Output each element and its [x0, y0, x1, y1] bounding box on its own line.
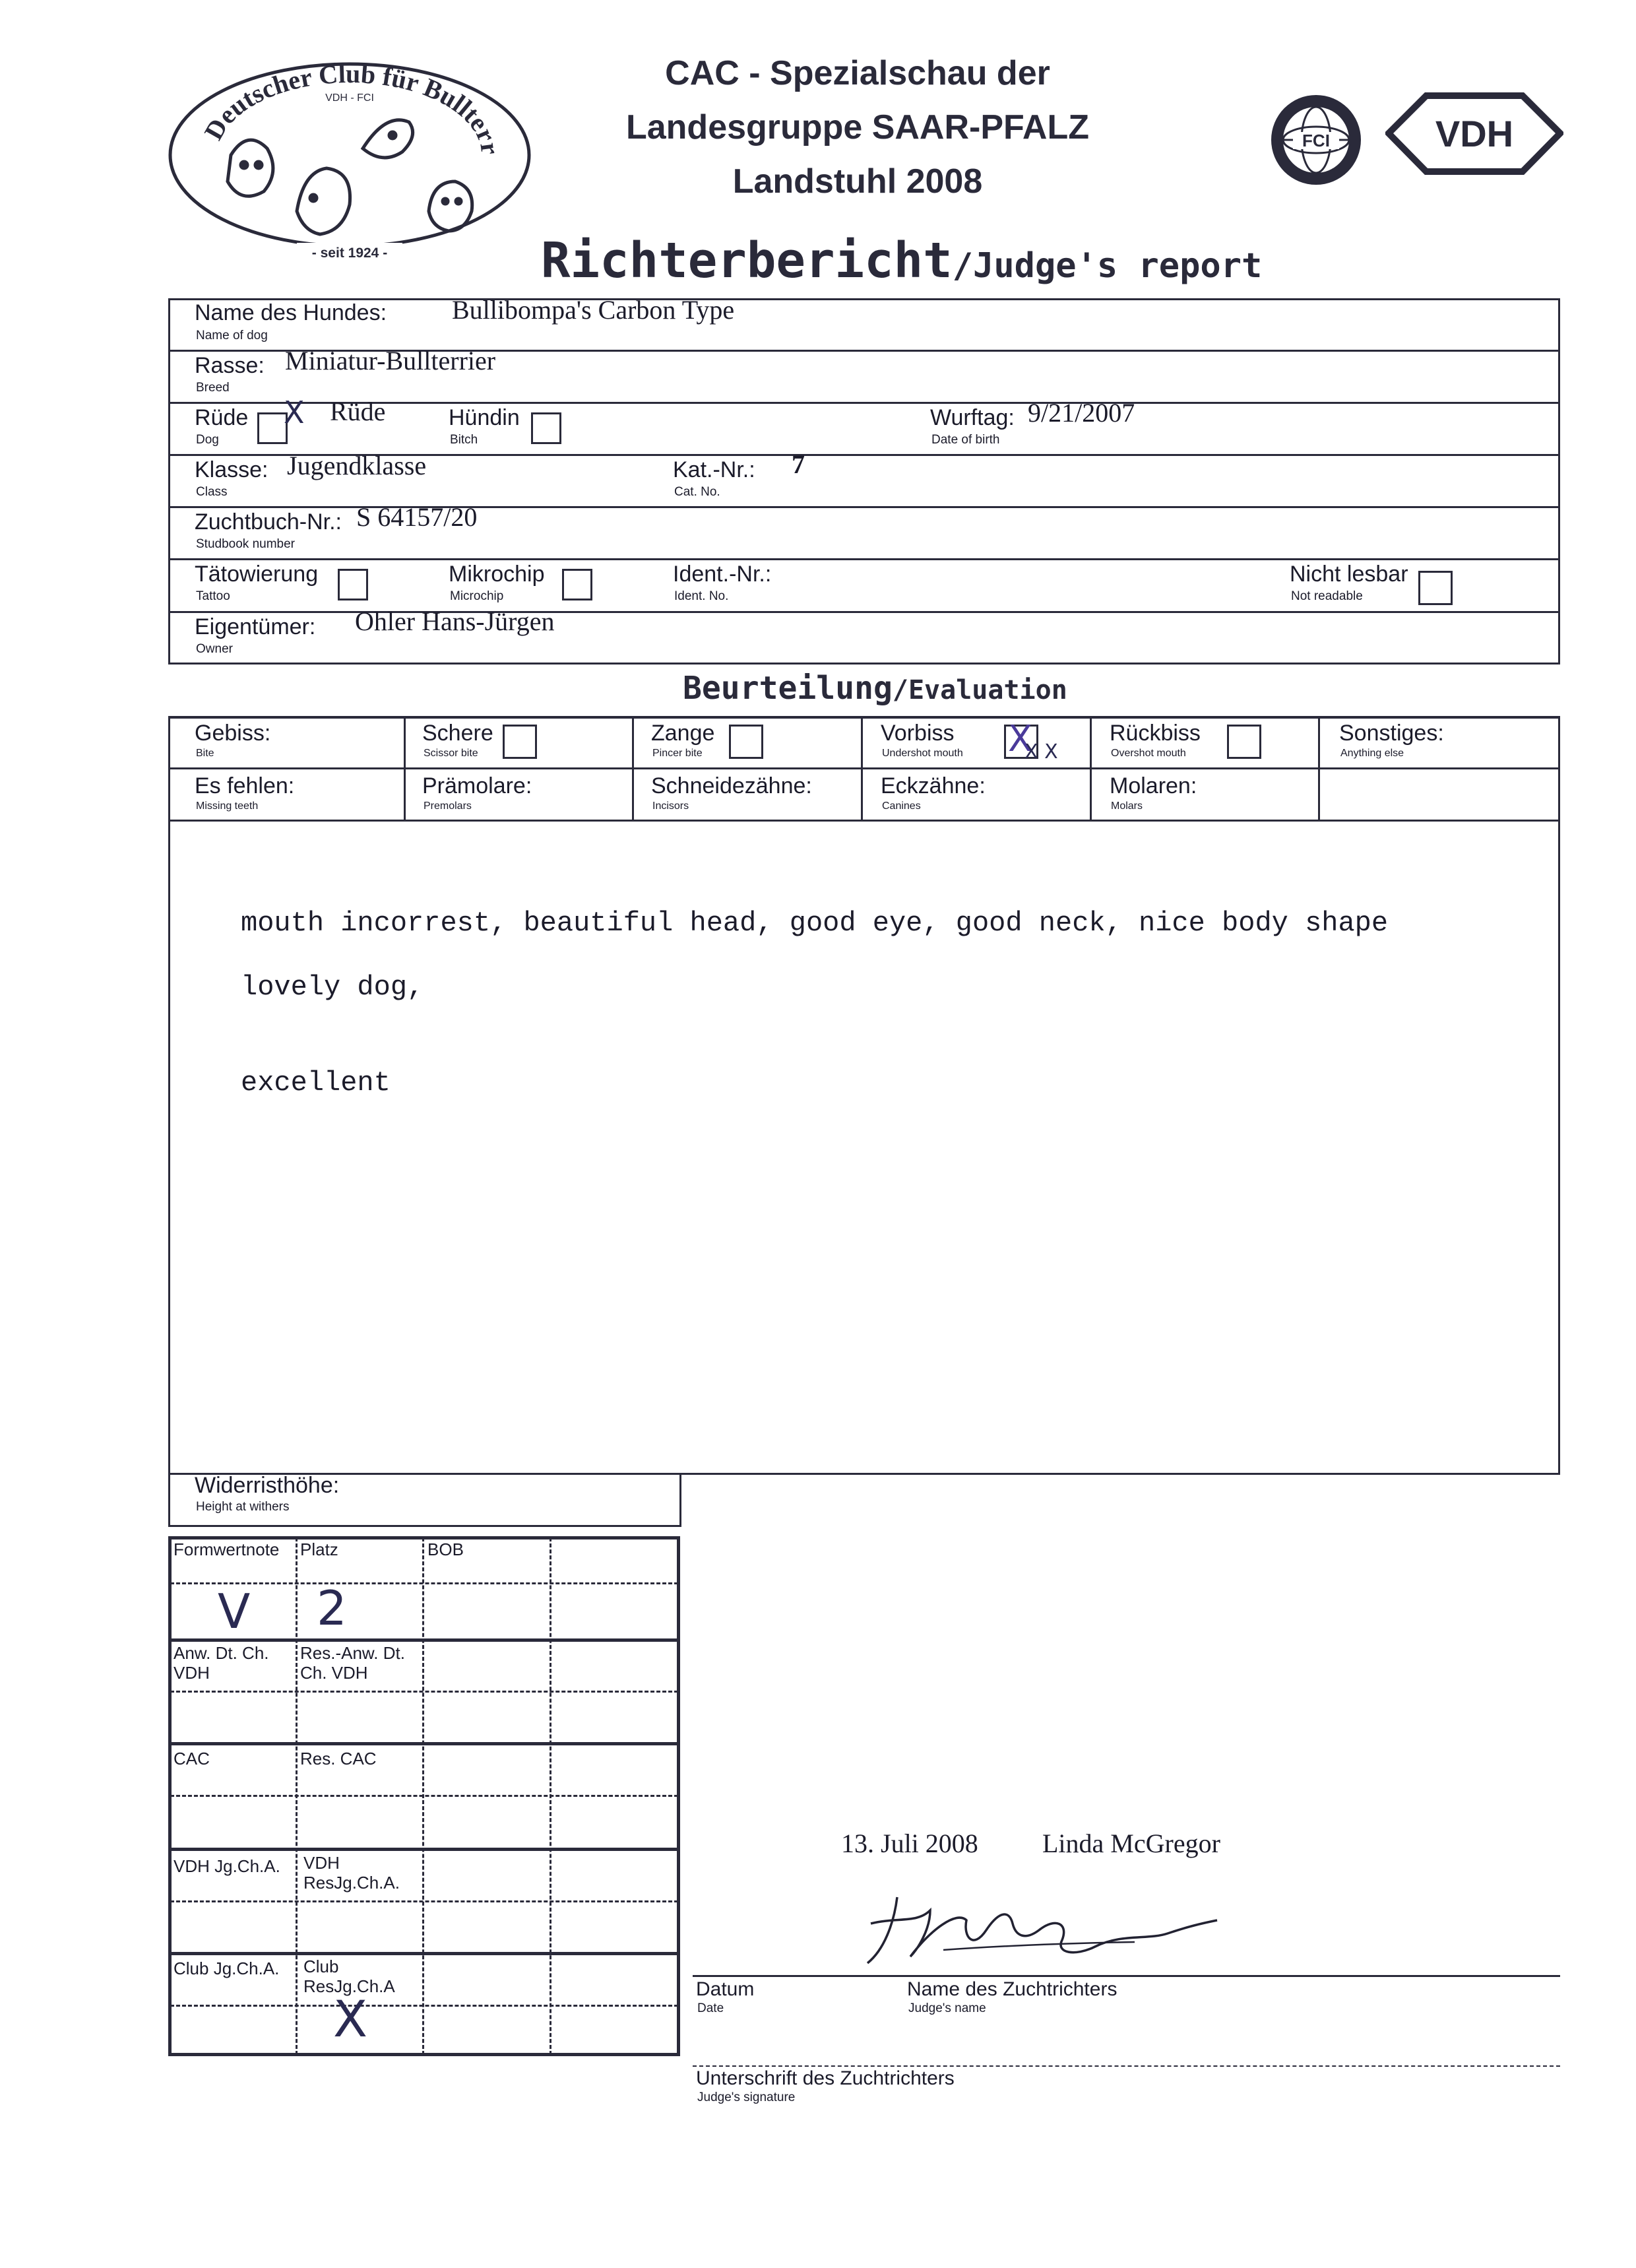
grade-value-place: 2 [317, 1580, 347, 1636]
judge-name-label: Name des Zuchtrichters [907, 1978, 1117, 2000]
show-title-line-3: Landstuhl 2008 [732, 162, 983, 201]
owner-label-en: Owner [196, 642, 233, 656]
class-label: Klasse: [195, 457, 268, 482]
show-title [594, 46, 1121, 209]
studbook-label-en: Studbook number [196, 537, 295, 551]
undershot-label: Vorbiss [881, 721, 955, 746]
date-label: Datum [696, 1978, 755, 2000]
canines-label: Eckzähne: [881, 773, 986, 798]
cat-no-label: Kat.-Nr.: [673, 457, 755, 482]
birth-value: 9/21/2007 [1028, 398, 1135, 428]
club-logo-arc-text: Deutscher Club für Bullterr [198, 58, 506, 156]
scissor-label-en: Scissor bite [424, 748, 478, 759]
canines-mark: X X [1024, 740, 1058, 763]
tattoo-label: Tätowierung [195, 562, 319, 587]
grade-label-res-cac: Res. CAC [300, 1749, 377, 1768]
grade-label-vdh-resjg: VDH ResJg.Ch.A. [303, 1853, 400, 1893]
canines-label-en: Canines [882, 800, 921, 812]
pincer-label-en: Pincer bite [652, 748, 703, 759]
molars-label: Molaren: [1110, 773, 1197, 798]
dog-name-label-en: Name of dog [196, 329, 268, 342]
grade-label-res-anw: Res.-Anw. Dt. Ch. VDH [300, 1643, 405, 1683]
signature-label-en: Judge's signature [697, 2090, 796, 2104]
not-readable-label: Nicht lesbar [1290, 562, 1408, 587]
club-logo-sub-text: VDH - FCI [325, 92, 374, 104]
bite-label: Gebiss: [195, 721, 271, 746]
grade-header-form: Formwertnote [173, 1539, 280, 1559]
fci-logo [1267, 92, 1366, 188]
ident-label: Ident.-Nr.: [673, 562, 772, 587]
incisors-label-en: Incisors [652, 800, 689, 812]
evaluation-heading [683, 670, 1067, 707]
evaluation-heading-en: /Evaluation [892, 675, 1067, 705]
signature-date-value: 13. Juli 2008 [841, 1829, 978, 1858]
dog-name-value: Bullibompa's Carbon Type [452, 295, 735, 325]
club-logo [165, 56, 534, 267]
fci-logo-text: FCI [1302, 131, 1330, 150]
withers-label-en: Height at withers [196, 1500, 290, 1514]
bite-label-en: Bite [196, 748, 214, 759]
grade-label-club-resjg: Club ResJg.Ch.A [303, 1957, 395, 1996]
grade-label-anw: Anw. Dt. Ch. VDH [173, 1643, 269, 1683]
male-checkbox-mark: X [284, 395, 305, 430]
grade-label-club-jg: Club Jg.Ch.A. [173, 1959, 280, 1978]
tattoo-label-en: Tattoo [196, 589, 230, 603]
male-value: Rüde [330, 397, 386, 426]
signature-judge-value: Linda McGregor [1042, 1829, 1220, 1858]
cat-no-value: 7 [792, 449, 805, 479]
overshot-checkbox[interactable] [1227, 725, 1261, 759]
evaluation-text-line-3: excellent [241, 1067, 391, 1099]
evaluation-text-line-1: mouth incorrest, beautiful head, good eye, good neck, nice body shape [241, 907, 1389, 939]
grade-value-form: V [218, 1584, 251, 1639]
breed-value: Miniatur-Bullterrier [285, 346, 496, 375]
microchip-checkbox[interactable] [562, 569, 592, 600]
birth-label-en: Date of birth [931, 433, 1000, 447]
incisors-label: Schneidezähne: [651, 773, 812, 798]
club-logo-since: - seit 1924 - [311, 245, 388, 261]
grade-header-place: Platz [300, 1539, 338, 1559]
overshot-label: Rückbiss [1110, 721, 1201, 746]
vdh-logo-text: VDH [1435, 113, 1514, 154]
female-checkbox[interactable] [531, 412, 561, 444]
microchip-label: Mikrochip [449, 562, 545, 587]
grade-header-bob: BOB [427, 1539, 464, 1559]
female-label-en: Bitch [450, 433, 478, 447]
class-value: Jugendklasse [287, 451, 427, 480]
report-title-en: /Judge's report [952, 246, 1263, 286]
evaluation-text-line-2: lovely dog, [241, 971, 424, 1003]
missing-teeth-label-en: Missing teeth [196, 800, 259, 812]
birth-label: Wurftag: [930, 405, 1015, 430]
not-readable-checkbox[interactable] [1418, 571, 1453, 605]
judge-name-label-en: Judge's name [908, 2001, 986, 2015]
studbook-value: S 64157/20 [356, 502, 478, 532]
grade-label-cac: CAC [173, 1749, 210, 1768]
date-label-en: Date [697, 2001, 724, 2015]
tattoo-checkbox[interactable] [338, 569, 368, 600]
male-label: Rüde [195, 405, 249, 430]
evaluation-heading-de: Beurteilung [683, 670, 893, 707]
overshot-label-en: Overshot mouth [1111, 748, 1186, 759]
breed-label-en: Breed [196, 381, 230, 395]
show-title-line-1: CAC - Spezialschau der [665, 54, 1050, 92]
microchip-label-en: Microchip [450, 589, 504, 603]
breed-label: Rasse: [195, 353, 265, 378]
studbook-label: Zuchtbuch-Nr.: [195, 509, 342, 535]
male-label-en: Dog [196, 433, 219, 447]
grade-label-vdh-jg: VDH Jg.Ch.A. [173, 1856, 280, 1876]
report-title [541, 232, 1262, 289]
undershot-label-en: Undershot mouth [882, 748, 963, 759]
signature-label: Unterschrift des Zuchtrichters [696, 2067, 955, 2089]
premolars-label-en: Premolars [424, 800, 472, 812]
judge-signature [858, 1884, 1227, 1970]
svg-text:Deutscher Club für Bullterrier [165, 56, 505, 156]
class-label-en: Class [196, 485, 228, 499]
scissor-checkbox[interactable] [503, 725, 537, 759]
scissor-label: Schere [422, 721, 493, 746]
cat-no-label-en: Cat. No. [674, 485, 720, 499]
anything-else-label: Sonstiges: [1339, 721, 1444, 746]
report-title-de: Richterbericht [541, 232, 953, 289]
dog-name-label: Name des Hundes: [195, 300, 387, 325]
ident-label-en: Ident. No. [674, 589, 729, 603]
pincer-label: Zange [651, 721, 715, 746]
pincer-checkbox[interactable] [729, 725, 763, 759]
molars-label-en: Molars [1111, 800, 1143, 812]
owner-value: Ohler Hans-Jürgen [355, 606, 555, 636]
vdh-logo [1385, 92, 1563, 175]
missing-teeth-label: Es fehlen: [195, 773, 295, 798]
female-label: Hündin [449, 405, 520, 430]
withers-label: Widerristhöhe: [195, 1473, 340, 1498]
undershot-checkbox-mark: X [1008, 718, 1032, 760]
owner-label: Eigentümer: [195, 614, 316, 639]
grade-value-club-resjg: X [333, 1990, 368, 2048]
not-readable-label-en: Not readable [1291, 589, 1363, 603]
premolars-label: Prämolare: [422, 773, 532, 798]
anything-else-label-en: Anything else [1340, 748, 1404, 759]
show-title-line-2: Landesgruppe SAAR-PFALZ [625, 108, 1090, 146]
